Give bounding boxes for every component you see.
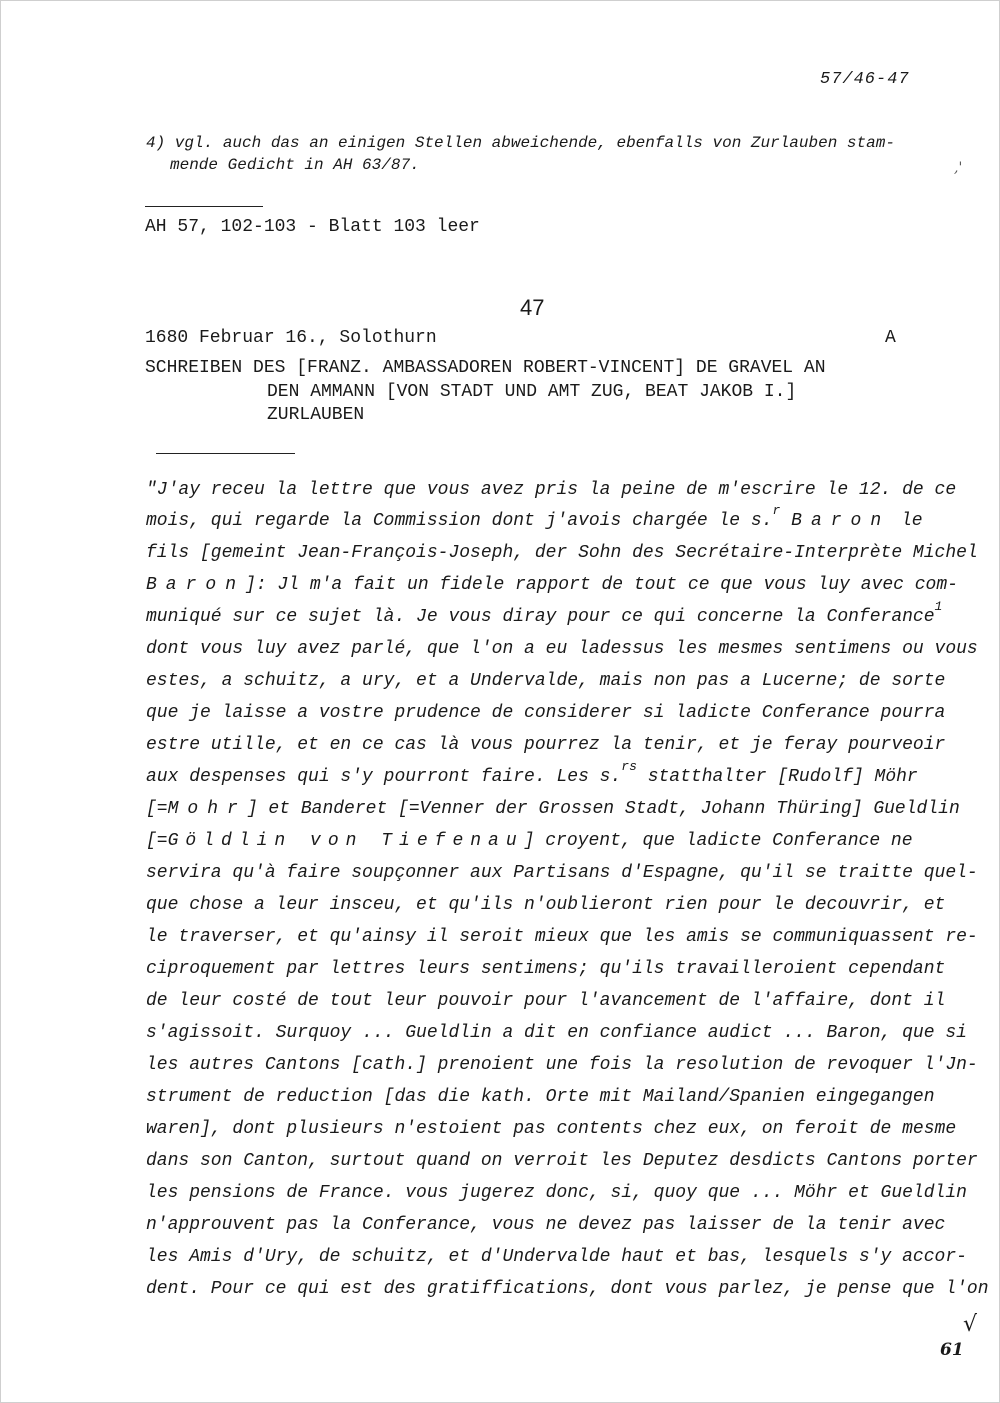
text-line-25: les Amis d'Ury, de schuitz, et d'Undervalde haut et bas, lesquels s'y accor-	[146, 1247, 967, 1267]
footnote-line-2: mende Gedicht in AH 63/87.	[170, 156, 420, 174]
text-line-14: que chose a leur insceu, et qu'ils n'oublieront rien pour le decouvrir, et	[146, 895, 946, 915]
text-line-10-b: statthalter [Rudolf] Möhr	[636, 767, 918, 787]
text-line-4	[146, 575, 958, 595]
text-line-8: que je laisse a vostre prudence de considerer si ladicte Conferance pourra	[146, 703, 946, 723]
text-line-20: strument de reduction [das die kath. Orte mit Mailand/Spanien eingegangen	[146, 1087, 935, 1107]
text-line-22: dans son Canton, surtout quand on verroit les Deputez desdicts Cantons porter	[146, 1151, 978, 1171]
date-place: 1680 Februar 16., Solothurn	[145, 328, 437, 348]
text-line-5	[146, 599, 943, 627]
spaced-name-baron-2: Baron	[146, 575, 246, 595]
text-line-15: le traverser, et qu'ainsy il seroit mieux que les amis se communiquassent re-	[146, 927, 978, 947]
margin-tick-mark: ,'	[954, 160, 963, 176]
text-line-23: les pensions de France. vous jugerez donc, si, quoy que ... Möhr et Gueldlin	[146, 1183, 967, 1203]
version-letter: A	[885, 328, 896, 348]
text-line-10	[146, 759, 918, 787]
text-line-11-a: [=	[146, 799, 168, 819]
text-line-11	[146, 799, 960, 819]
text-line-3: fils [gemeint Jean-François-Joseph, der Sohn des Secrétaire-Interprète Michel	[146, 543, 978, 563]
heading-line-3: ZURLAUBEN	[267, 405, 365, 425]
page-reference: 57/46-47	[820, 70, 910, 89]
text-line-19: les autres Cantons [cath.] prenoient une fois la resolution de revoquer l'Jn-	[146, 1055, 978, 1075]
footnote-ref-1: 1	[934, 599, 943, 614]
document-number: 47	[520, 295, 545, 320]
text-line-12	[146, 831, 913, 851]
separator-rule-2	[156, 453, 295, 454]
text-line-12-a: [=	[146, 831, 168, 851]
text-line-2	[146, 503, 923, 531]
superscript-rs: rs	[621, 759, 637, 774]
text-line-21: waren], dont plusieurs n'estoient pas contents chez eux, on feroit de mesme	[146, 1119, 957, 1139]
superscript-r: r	[772, 503, 781, 518]
separator-rule-1	[145, 206, 263, 207]
text-line-2-space	[780, 511, 791, 531]
footnote-line-1: 4) vgl. auch das an einigen Stellen abweichende, ebenfalls von Zurlauben stam-	[146, 134, 895, 152]
text-line-4-b: ]: Jl m'a fait un fidele rapport de tout ce que vous luy avec com-	[245, 575, 958, 595]
heading-line-2: DEN AMMANN [VON STADT UND AMT ZUG, BEAT JAKOB I.]	[267, 382, 797, 402]
text-line-17: de leur costé de tout leur pouvoir pour l'avancement de l'affaire, dont il	[146, 991, 946, 1011]
text-line-18: s'agissoit. Surquoy ... Gueldlin a dit en confiance audict ... Baron, que si	[146, 1023, 967, 1043]
text-line-5-a: muniqué sur ce sujet là. Je vous diray pour ce qui concerne la Conferance	[146, 607, 935, 627]
text-line-2-c: le	[890, 511, 923, 531]
handwritten-folio-number: 61	[940, 1340, 964, 1360]
handwritten-check-mark: √	[963, 1312, 978, 1337]
spaced-name-baron: Baron	[791, 511, 891, 531]
text-line-6: dont vous luy avez parlé, que l'on a eu ladessus les mesmes sentimens ou vous	[146, 639, 978, 659]
text-line-2-a: mois, qui regarde la Commission dont j'avois chargée le s.	[146, 511, 773, 531]
text-line-12-b: ] croyent, que ladicte Conferance ne	[523, 831, 913, 851]
text-line-16: ciproquement par lettres leurs sentimens; qu'ils travailleroient cependant	[146, 959, 946, 979]
spaced-name-goeldlin: Göldlin von Tiefenau	[167, 831, 524, 851]
text-line-24: n'approuvent pas la Conferance, vous ne devez pas laisser de la tenir avec	[146, 1215, 946, 1235]
text-line-11-b: ] et Banderet [=Venner der Grossen Stadt, Johann Thüring] Gueldlin	[246, 799, 960, 819]
text-line-13: servira qu'à faire soupçonner aux Partisans d'Espagne, qu'il se traitte quel-	[146, 863, 978, 883]
heading-line-1: SCHREIBEN DES [FRANZ. AMBASSADOREN ROBERT-VINCENT] DE GRAVEL AN	[145, 358, 826, 378]
text-line-10-a: aux despenses qui s'y pourront faire. Les s.	[146, 767, 622, 787]
text-line-7: estes, a schuitz, a ury, et a Undervalde, mais non pas a Lucerne; de sorte	[146, 671, 946, 691]
text-line-1: "J'ay receu la lettre que vous avez pris la peine de m'escrire le 12. de ce	[146, 480, 957, 500]
text-line-26: dent. Pour ce qui est des gratiffications, dont vous parlez, je pense que l'on	[146, 1279, 989, 1299]
archive-reference: AH 57, 102-103 - Blatt 103 leer	[145, 217, 480, 237]
text-line-9: estre utille, et en ce cas là vous pourrez la tenir, et je feray pourveoir	[146, 735, 946, 755]
spaced-name-mohr: Mohr	[167, 799, 247, 819]
